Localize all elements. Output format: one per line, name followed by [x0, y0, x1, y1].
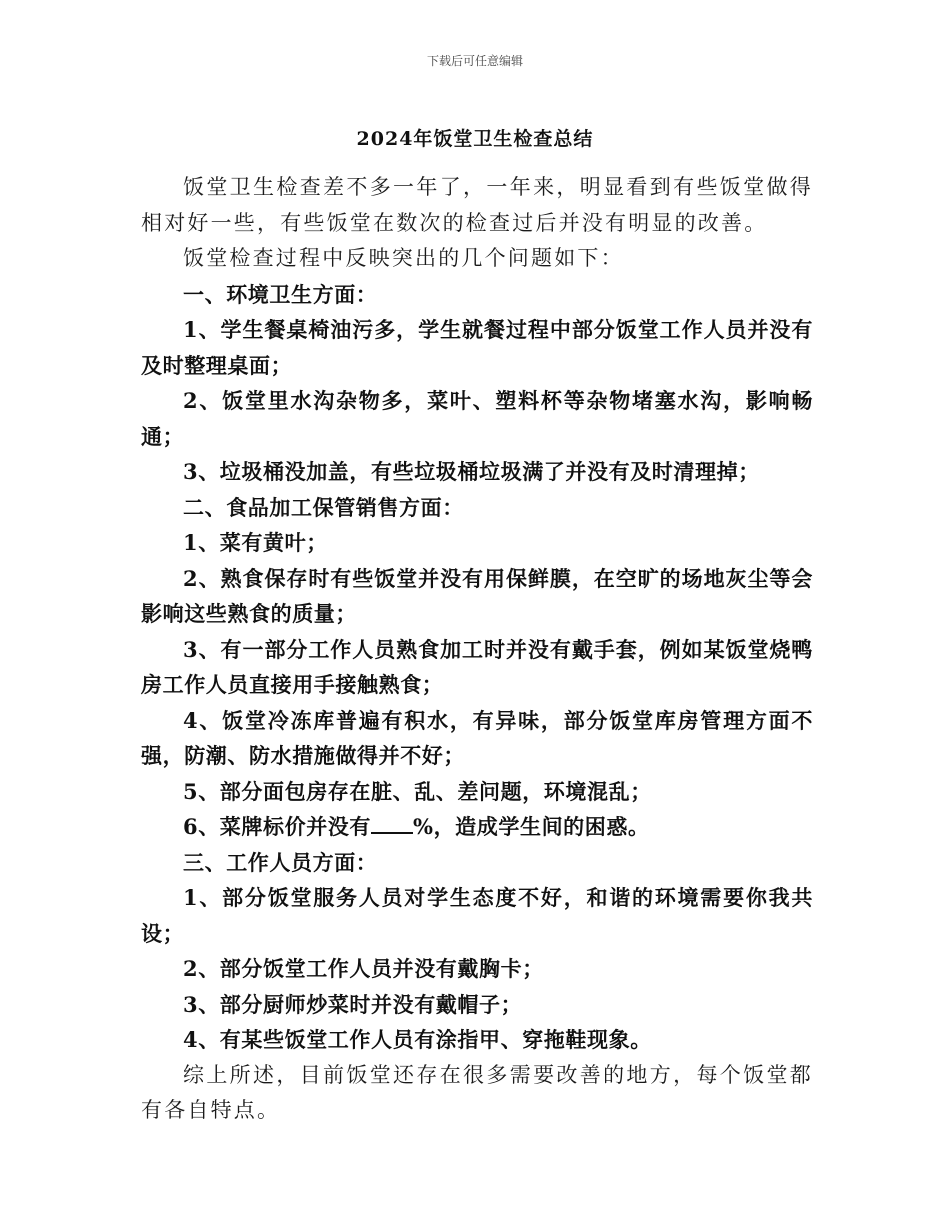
section-heading-food: 二、食品加工保管销售方面： [183, 494, 464, 520]
intro-paragraph: 饭堂卫生检查差不多一年了，一年来，明显看到有些饭堂做得相对好一些，有些饭堂在数次的检查过后并没有明显的改善。 [141, 175, 813, 235]
list-item: 1、菜有黄叶； [183, 530, 328, 555]
lead-paragraph: 饭堂检查过程中反映突出的几个问题如下： [183, 246, 624, 270]
fill-in-blank [371, 812, 413, 834]
header-note: 下载后可任意编辑 [426, 54, 523, 68]
conclusion-paragraph: 综上所述，目前饭堂还存在很多需要改善的地方，每个饭堂都有各自特点。 [141, 1062, 813, 1122]
list-item: 4、饭堂冷冻库普遍有积水，有异味，部分饭堂库房管理方面不强，防潮、防水措施做得并不好； [141, 707, 813, 768]
list-item-with-blank [141, 809, 813, 845]
list-item: 3、垃圾桶没加盖，有些垃圾桶垃圾满了并没有及时清理掉； [183, 459, 760, 484]
list-item: 2、饭堂里水沟杂物多，菜叶、塑料杯等杂物堵塞水沟，影响畅通； [141, 388, 813, 449]
list-item: 1、学生餐桌椅油污多，学生就餐过程中部分饭堂工作人员并没有及时整理桌面； [141, 317, 813, 378]
section-heading-staff: 三、工作人员方面： [183, 849, 378, 875]
list-item: 4、有某些饭堂工作人员有涂指甲、穿拖鞋现象。 [183, 1027, 652, 1052]
list-item-text-before: 6、菜牌标价并没有 [183, 814, 372, 839]
list-item: 3、部分厨师炒菜时并没有戴帽子； [183, 991, 523, 1017]
list-item: 3、有一部分工作人员熟食加工时并没有戴手套，例如某饭堂烧鸭房工作人员直接用手接触熟食； [141, 636, 813, 697]
list-item: 1、部分饭堂服务人员对学生态度不好，和谐的环境需要你我共设； [141, 885, 813, 946]
list-item: 2、熟食保存时有些饭堂并没有用保鲜膜，在空旷的场地灰尘等会影响这些熟食的质量； [141, 565, 813, 626]
list-item-text-after: %，造成学生间的困惑。 [413, 814, 650, 839]
list-item: 5、部分面包房存在脏、乱、差问题，环境混乱； [183, 778, 652, 804]
document-body [141, 170, 813, 1129]
section-heading-environment: 一、环境卫生方面： [183, 281, 378, 307]
list-item: 2、部分饭堂工作人员并没有戴胸卡； [183, 956, 544, 981]
document-title: 2024年饭堂卫生检查总结 [356, 128, 594, 150]
